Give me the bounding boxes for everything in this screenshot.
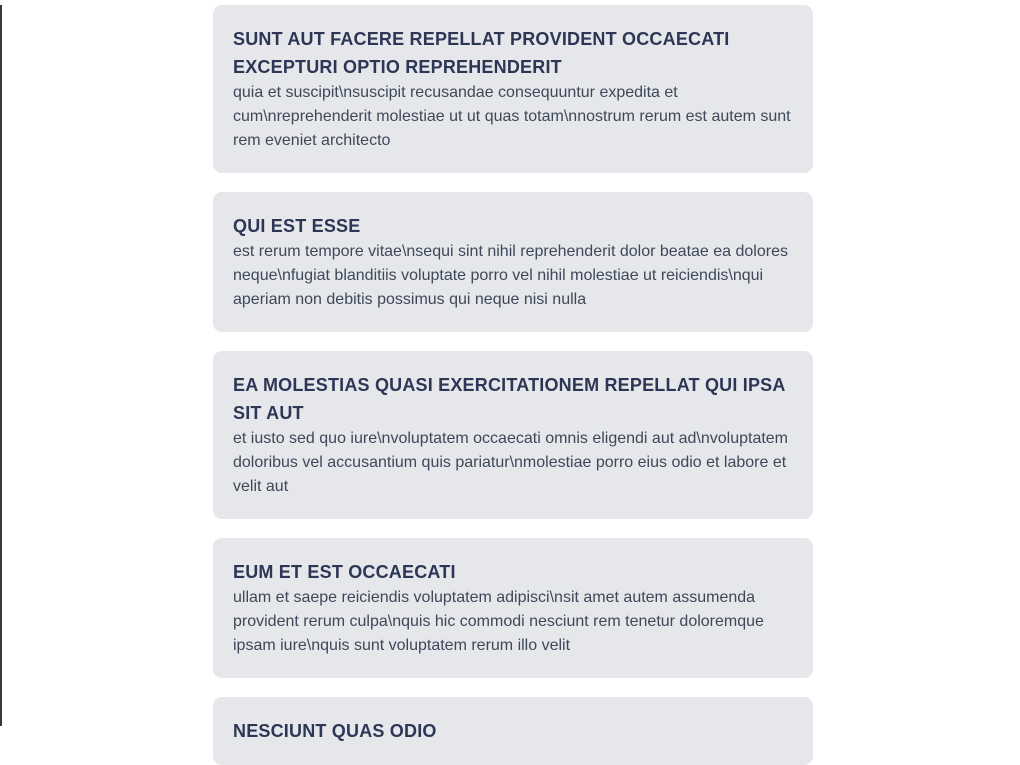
post-title: NESCIUNT QUAS ODIO — [233, 721, 437, 741]
post-card — [213, 538, 813, 678]
post-body: et iusto sed quo iure\nvoluptatem occaecati omnis eligendi aut ad\nvoluptatem doloribus vel accusantium quis pariatur\nmolestiae porro eius odio et labore et velit aut — [233, 430, 789, 495]
post-card — [213, 351, 813, 519]
post-title: EUM ET EST OCCAECATI — [233, 562, 456, 582]
post-card — [213, 5, 813, 173]
post-card — [213, 697, 813, 765]
post-title: EA MOLESTIAS QUASI EXERCITATIONEM REPELLAT QUI IPSA SIT AUT — [233, 375, 785, 423]
posts-list — [213, 5, 813, 765]
post-body: quia et suscipit\nsuscipit recusandae consequuntur expedita et cum\nreprehenderit molestiae ut ut quas totam\nnostrum rerum est autem sunt rem eveniet architecto — [233, 84, 791, 149]
post-body: ullam et saepe reiciendis voluptatem adipisci\nsit amet autem assumenda provident rerum culpa\nquis hic commodi nesciunt rem tenetur doloremque ipsam iure\nquis sunt voluptatem rerum illo velit — [233, 589, 764, 654]
post-body: est rerum tempore vitae\nsequi sint nihil reprehenderit dolor beatae ea dolores neque\nfugiat blanditiis voluptate porro vel nihil molestiae ut reiciendis\nqui aperiam non debitis possimus qui neque nisi nulla — [233, 243, 788, 308]
post-title: SUNT AUT FACERE REPELLAT PROVIDENT OCCAECATI EXCEPTURI OPTIO REPREHENDERIT — [233, 29, 730, 77]
window-left-border — [0, 5, 2, 726]
post-card — [213, 192, 813, 332]
post-title: QUI EST ESSE — [233, 216, 361, 236]
